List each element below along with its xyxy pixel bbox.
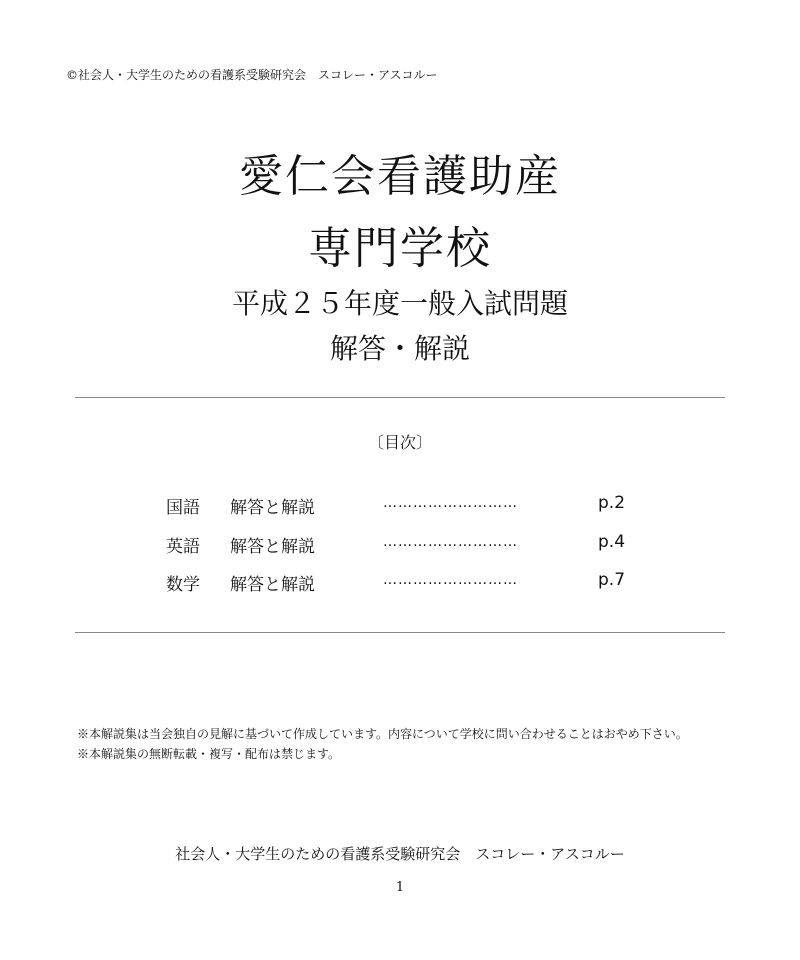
toc-page: p.7 <box>598 570 626 590</box>
page-header: ©社会人・大学生のための看護系受験研究会 スコレー・アスコルー <box>66 68 438 82</box>
subtitle-line-1: 平成２５年度一般入試問題 <box>231 287 568 320</box>
title-line-2: 専門学校 <box>308 223 492 274</box>
title-line-1: 愛仁会看護助産 <box>239 151 561 202</box>
note-2: ※本解説集の無断転載・複写・配布は禁じます。 <box>77 747 341 761</box>
toc-item[interactable] <box>166 570 636 595</box>
toc-leader: ……………………… <box>383 534 518 550</box>
toc-label: 解答と解説 <box>230 575 315 595</box>
toc-page: p.2 <box>598 493 626 513</box>
toc-subject: 英語 <box>166 537 200 557</box>
toc-subject: 国語 <box>166 498 200 518</box>
toc-subject: 数学 <box>166 575 200 595</box>
toc-leader: ……………………… <box>383 572 518 588</box>
toc-heading: 〔目次〕 <box>367 433 432 452</box>
toc-bottom-rule <box>75 632 725 633</box>
toc-top-rule <box>75 397 725 398</box>
note-1: ※本解説集は当会独自の見解に基づいて作成しています。内容について学校に問い合わせることはおやめ下さい。 <box>77 727 688 741</box>
toc-page: p.4 <box>598 532 626 552</box>
notes <box>77 724 737 764</box>
toc-leader: ……………………… <box>383 495 518 511</box>
toc-item[interactable] <box>166 532 636 557</box>
page-footer: 社会人・大学生のための看護系受験研究会 スコレー・アスコルー <box>175 845 625 863</box>
page-number: 1 <box>395 880 405 895</box>
toc-label: 解答と解説 <box>230 498 315 518</box>
subtitle-line-2: 解答・解説 <box>329 332 470 365</box>
toc-item[interactable] <box>166 493 636 518</box>
toc-label: 解答と解説 <box>230 537 315 557</box>
